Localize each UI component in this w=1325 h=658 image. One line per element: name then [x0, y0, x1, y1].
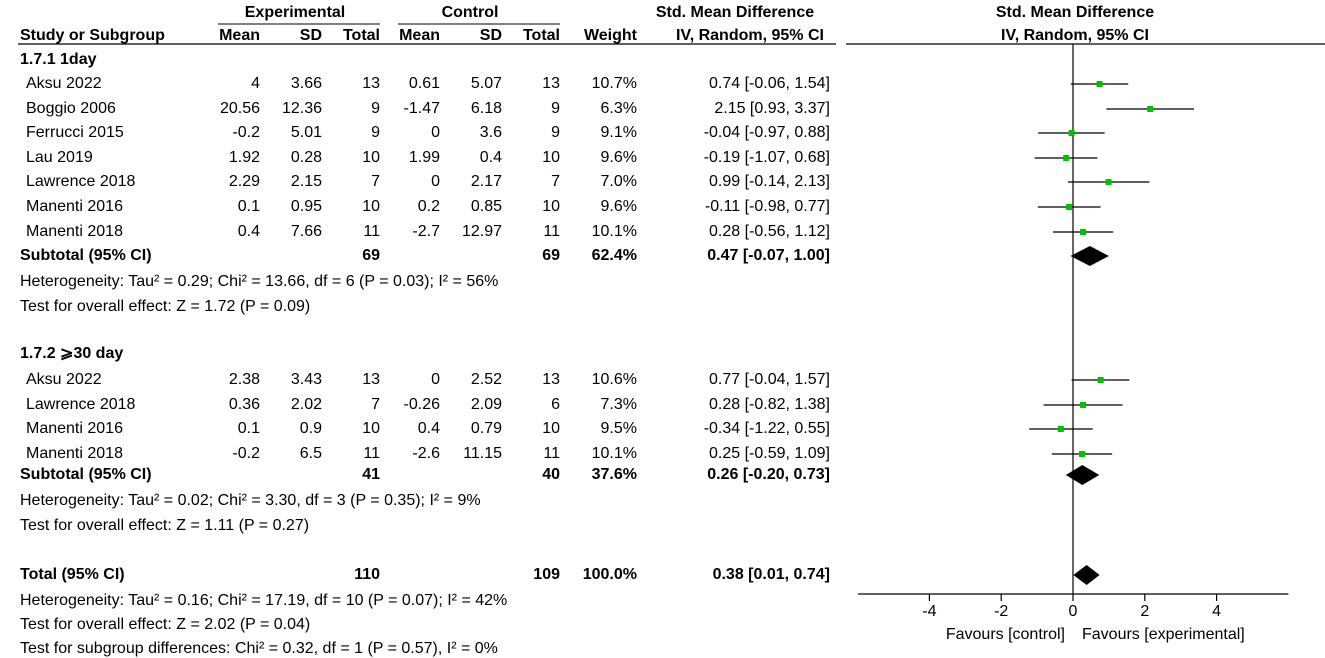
- x-tick-label: -4: [922, 603, 937, 620]
- study-total-c: 6: [551, 396, 560, 413]
- study-sd-e: 6.5: [299, 445, 322, 462]
- total-label: Total (95% CI): [20, 566, 125, 583]
- study-mean-c: 0: [431, 124, 440, 141]
- study-weight: 9.6%: [600, 198, 637, 215]
- effect-marker: [1080, 229, 1086, 235]
- study-name: Lawrence 2018: [26, 173, 136, 190]
- study-name: Boggio 2006: [26, 100, 116, 117]
- study-mean-e: -0.2: [232, 445, 260, 462]
- study-sd-e: 3.66: [290, 75, 322, 92]
- study-total-e: 9: [371, 100, 380, 117]
- study-total-c: 9: [551, 100, 560, 117]
- study-name: Aksu 2022: [26, 371, 102, 388]
- study-ci: 0.28 [-0.56, 1.12]: [709, 223, 830, 240]
- study-sd-e: 3.43: [290, 371, 322, 388]
- ci-plot-header: IV, Random, 95% CI: [1001, 27, 1149, 44]
- study-ci: 0.25 [-0.59, 1.09]: [709, 445, 830, 462]
- study-mean-e: 4: [251, 75, 260, 92]
- study-sd-c: 5.07: [470, 75, 502, 92]
- subgroup1-overall-effect: Test for overall effect: Z = 1.72 (P = 0.09): [20, 298, 311, 315]
- favours-experimental-label: Favours [experimental]: [1082, 626, 1245, 643]
- summary-diamond: [1066, 465, 1099, 485]
- study-name: Manenti 2016: [26, 198, 123, 215]
- weight-header: Weight: [583, 27, 637, 44]
- study-name: Manenti 2018: [26, 445, 123, 462]
- study-weight: 10.1%: [591, 223, 637, 240]
- subtotal1-ci: 0.47 [-0.07, 1.00]: [707, 247, 830, 264]
- subgroup2-overall-effect: Test for overall effect: Z = 1.11 (P = 0.27): [20, 517, 310, 534]
- subtotal2-weight: 37.6%: [591, 466, 637, 483]
- study-sd-e: 0.95: [290, 198, 322, 215]
- summary-diamond: [1073, 565, 1099, 585]
- sd-e-header: SD: [299, 27, 322, 44]
- study-total-c: 11: [543, 445, 560, 462]
- total-heterogeneity: Heterogeneity: Tau² = 0.16; Chi² = 17.19, df = 10 (P = 0.07); I² = 42%: [20, 592, 508, 609]
- study-ci: -0.11 [-0.98, 0.77]: [704, 198, 830, 215]
- study-total-e: 7: [371, 396, 380, 413]
- effect-marker: [1097, 81, 1103, 87]
- study-total-e: 10: [362, 420, 380, 437]
- smd-plot-header: Std. Mean Difference: [995, 4, 1155, 21]
- study-mean-e: 1.92: [228, 149, 260, 166]
- study-mean-e: 0.36: [228, 396, 260, 413]
- study-total-e: 10: [362, 198, 380, 215]
- x-tick-label: 0: [1068, 603, 1078, 620]
- study-ci: 2.15 [0.93, 3.37]: [714, 100, 830, 117]
- x-tick-label: -2: [994, 603, 1009, 620]
- study-mean-c: 0.4: [417, 420, 440, 437]
- study-mean-c: 0: [431, 371, 440, 388]
- study-mean-c: 0.61: [408, 75, 440, 92]
- study-sd-e: 0.28: [290, 149, 322, 166]
- effect-marker: [1058, 426, 1064, 432]
- effect-marker: [1098, 377, 1104, 383]
- study-mean-e: 0.4: [237, 223, 260, 240]
- study-ci: -0.19 [-1.07, 0.68]: [703, 149, 830, 166]
- total-weight: 100.0%: [582, 566, 637, 583]
- study-name: Lau 2019: [26, 149, 93, 166]
- study-mean-e: 0.1: [237, 420, 260, 437]
- summary-diamond: [1070, 246, 1108, 266]
- study-weight: 6.3%: [600, 100, 637, 117]
- study-sd-c: 0.85: [470, 198, 502, 215]
- study-name: Ferrucci 2015: [26, 124, 124, 141]
- x-tick-label: 2: [1140, 603, 1150, 620]
- study-total-e: 9: [371, 124, 380, 141]
- study-weight: 10.1%: [591, 445, 637, 462]
- subtotal2-total-c: 40: [542, 466, 560, 483]
- study-ci: 0.77 [-0.04, 1.57]: [709, 371, 830, 388]
- total-e-header: Total: [342, 27, 380, 44]
- study-weight: 9.1%: [600, 124, 637, 141]
- control-header: Control: [441, 4, 499, 21]
- subgroup1-title: 1.7.1 1day: [20, 51, 97, 68]
- study-sd-c: 0.4: [479, 149, 502, 166]
- study-header: Study or Subgroup: [20, 27, 165, 44]
- study-total-c: 13: [542, 75, 560, 92]
- study-mean-e: -0.2: [232, 124, 260, 141]
- study-mean-e: 0.1: [237, 198, 260, 215]
- study-sd-c: 2.17: [470, 173, 502, 190]
- study-total-e: 13: [362, 75, 380, 92]
- study-mean-c: -0.26: [403, 396, 440, 413]
- study-sd-c: 11.15: [463, 445, 502, 462]
- study-ci: 0.28 [-0.82, 1.38]: [709, 396, 830, 413]
- study-total-e: 11: [363, 445, 380, 462]
- study-mean-c: 0: [431, 173, 440, 190]
- study-mean-c: -2.6: [412, 445, 440, 462]
- subgroup2-title: 1.7.2 ⩾30 day: [20, 345, 124, 362]
- effect-marker: [1069, 130, 1075, 136]
- study-sd-e: 2.15: [290, 173, 322, 190]
- study-sd-e: 7.66: [290, 223, 322, 240]
- study-sd-e: 5.01: [290, 124, 322, 141]
- study-mean-e: 20.56: [219, 100, 260, 117]
- study-mean-c: -2.7: [412, 223, 440, 240]
- study-weight: 9.6%: [600, 149, 637, 166]
- study-total-e: 13: [362, 371, 380, 388]
- study-total-c: 10: [542, 149, 560, 166]
- subtotal1-weight: 62.4%: [591, 247, 637, 264]
- study-sd-c: 6.18: [470, 100, 502, 117]
- study-ci: -0.34 [-1.22, 0.55]: [703, 420, 830, 437]
- favours-control-label: Favours [control]: [945, 626, 1065, 643]
- total-total-c: 109: [533, 566, 560, 583]
- effect-marker: [1063, 155, 1069, 161]
- study-total-c: 10: [542, 198, 560, 215]
- study-sd-c: 0.79: [470, 420, 502, 437]
- study-mean-e: 2.38: [228, 371, 260, 388]
- x-tick-label: 4: [1212, 603, 1222, 620]
- subtotal2-label: Subtotal (95% CI): [20, 466, 152, 483]
- subtotal1-total-c: 69: [542, 247, 560, 264]
- total-ci: 0.38 [0.01, 0.74]: [712, 566, 830, 583]
- study-ci: -0.04 [-0.97, 0.88]: [703, 124, 830, 141]
- study-total-c: 13: [542, 371, 560, 388]
- study-name: Aksu 2022: [26, 75, 102, 92]
- study-ci: 0.74 [-0.06, 1.54]: [709, 75, 830, 92]
- subtotal1-total-e: 69: [362, 247, 380, 264]
- study-mean-e: 2.29: [228, 173, 260, 190]
- ci-table-header: IV, Random, 95% CI: [676, 27, 824, 44]
- study-sd-c: 2.09: [470, 396, 502, 413]
- study-total-e: 11: [363, 223, 380, 240]
- mean-c-header: Mean: [399, 27, 440, 44]
- study-sd-e: 0.9: [299, 420, 322, 437]
- study-weight: 10.6%: [591, 371, 637, 388]
- study-weight: 7.3%: [600, 396, 637, 413]
- experimental-header: Experimental: [244, 4, 346, 21]
- study-name: Lawrence 2018: [26, 396, 136, 413]
- smd-table-header: Std. Mean Difference: [655, 4, 815, 21]
- subgroup-differences: Test for subgroup differences: Chi² = 0.32, df = 1 (P = 0.57), I² = 0%: [20, 640, 498, 657]
- subgroup1-heterogeneity: Heterogeneity: Tau² = 0.29; Chi² = 13.66, df = 6 (P = 0.03); I² = 56%: [20, 273, 499, 290]
- study-mean-c: 1.99: [408, 149, 440, 166]
- study-total-c: 7: [551, 173, 560, 190]
- study-mean-c: -1.47: [403, 100, 440, 117]
- study-total-e: 10: [362, 149, 380, 166]
- study-mean-c: 0.2: [417, 198, 440, 215]
- study-total-c: 9: [551, 124, 560, 141]
- effect-marker: [1079, 451, 1085, 457]
- study-weight: 10.7%: [591, 75, 637, 92]
- study-weight: 7.0%: [600, 173, 637, 190]
- study-weight: 9.5%: [600, 420, 637, 437]
- study-total-c: 11: [543, 223, 560, 240]
- total-overall-effect: Test for overall effect: Z = 2.02 (P = 0.04): [20, 616, 311, 633]
- study-sd-c: 2.52: [470, 371, 502, 388]
- effect-marker: [1066, 204, 1072, 210]
- study-sd-e: 2.02: [290, 396, 322, 413]
- subtotal1-label: Subtotal (95% CI): [20, 247, 152, 264]
- sd-c-header: SD: [479, 27, 502, 44]
- total-total-e: 110: [354, 566, 380, 583]
- study-name: Manenti 2018: [26, 223, 123, 240]
- subtotal2-ci: 0.26 [-0.20, 0.73]: [707, 466, 830, 483]
- effect-marker: [1080, 402, 1086, 408]
- study-ci: 0.99 [-0.14, 2.13]: [709, 173, 830, 190]
- study-sd-e: 12.36: [281, 100, 322, 117]
- study-sd-c: 3.6: [479, 124, 502, 141]
- effect-marker: [1106, 179, 1112, 185]
- subgroup2-heterogeneity: Heterogeneity: Tau² = 0.02; Chi² = 3.30, df = 3 (P = 0.35); I² = 9%: [20, 492, 481, 509]
- mean-e-header: Mean: [219, 27, 260, 44]
- study-total-c: 10: [542, 420, 560, 437]
- study-sd-c: 12.97: [461, 223, 502, 240]
- effect-marker: [1147, 106, 1153, 112]
- study-name: Manenti 2016: [26, 420, 123, 437]
- subtotal2-total-e: 41: [362, 466, 380, 483]
- total-c-header: Total: [522, 27, 560, 44]
- study-total-e: 7: [371, 173, 380, 190]
